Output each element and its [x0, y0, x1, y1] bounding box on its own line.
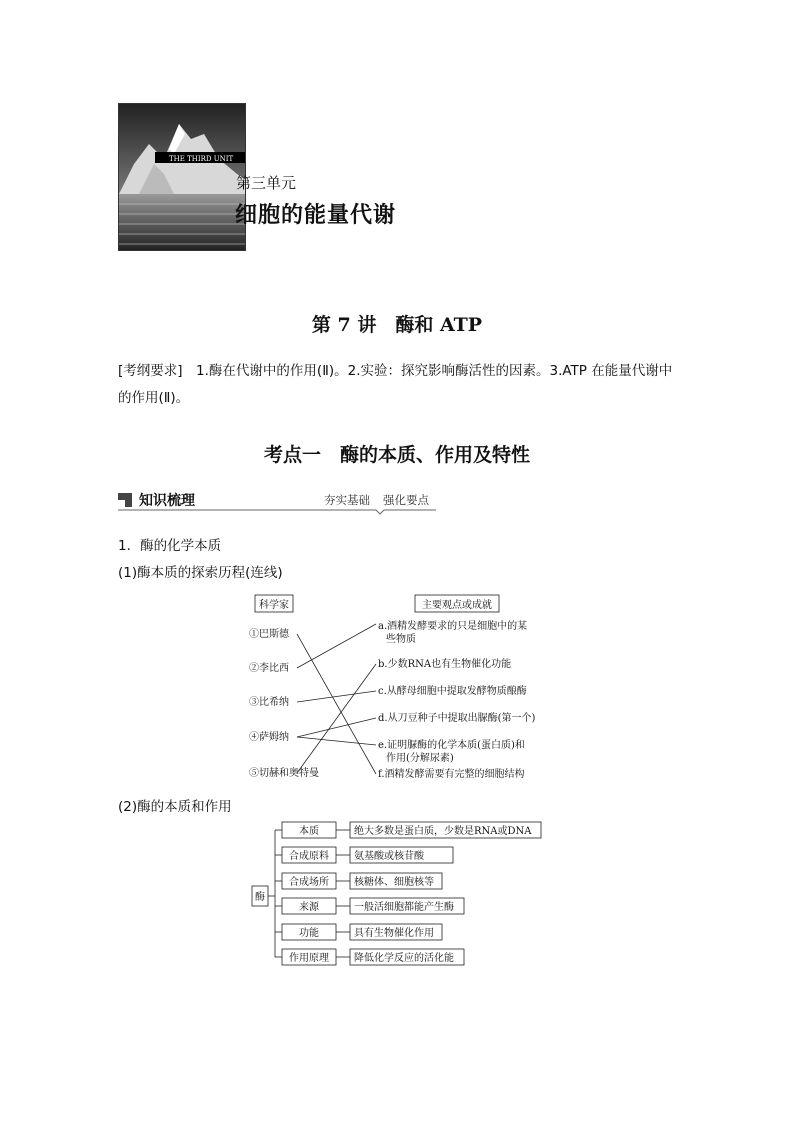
right-header: 主要观点或成就 — [422, 600, 492, 611]
kaodian-title: 考点一 酶的本质、作用及特性 — [263, 444, 530, 466]
tree-key: 合成场所 — [289, 877, 329, 888]
section-heading-1: 1．酶的化学本质 — [118, 538, 222, 554]
achievement-item: c.从酵母细胞中提取发酵物质酿酶 — [378, 686, 527, 697]
tree-key: 来源 — [299, 902, 319, 913]
exam-requirements — [118, 358, 683, 412]
knowledge-bar — [118, 488, 436, 516]
tree-key: 作用原理 — [289, 953, 329, 964]
unit-cover-image — [118, 103, 246, 251]
match-link-line — [297, 718, 376, 737]
tree-key: 本质 — [299, 826, 319, 837]
knowledge-bar-subtitle-a: 夯实基础 — [324, 493, 370, 507]
unit-label: 第三单元 — [236, 174, 297, 192]
matching-diagram — [245, 590, 565, 790]
requirements-text: 1.酶在代谢中的作用(Ⅱ)。2.实验：探究影响酶活性的因素。3.ATP 在能量代谢中的作用(Ⅱ)。 — [118, 363, 673, 406]
scientist-item: ①巴斯德 — [249, 629, 289, 640]
scientist-item: ②李比西 — [249, 663, 289, 674]
left-header: 科学家 — [259, 600, 289, 611]
tree-value: 核糖体、细胞核等 — [354, 877, 434, 888]
match-link-line — [297, 691, 376, 702]
sub-heading-1: (1)酶本质的探索历程(连线) — [118, 565, 283, 581]
tree-value: 氨基酸或核苷酸 — [354, 851, 424, 862]
lecture-title: 第 7 讲 酶和 ATP — [311, 314, 483, 336]
unit-banner-text: THE THIRD UNIT — [169, 155, 234, 163]
tree-root: 酶 — [255, 892, 265, 903]
enzyme-tree-diagram — [250, 818, 550, 970]
knowledge-bar-title: 知识梳理 — [139, 493, 195, 509]
achievement-item-cont: 些物质 — [386, 634, 416, 645]
tree-value: 降低化学反应的活化能 — [354, 953, 454, 964]
knowledge-bar-subtitle-b: 强化要点 — [383, 493, 429, 507]
unit-title: 细胞的能量代谢 — [235, 203, 397, 228]
tree-key: 功能 — [299, 928, 319, 939]
sub-heading-2: (2)酶的本质和作用 — [118, 799, 232, 815]
achievement-item: d.从刀豆种子中提取出脲酶(第一个) — [378, 713, 536, 724]
achievement-item: b.少数RNA也有生物催化功能 — [378, 659, 512, 670]
achievement-item: e.证明脲酶的化学本质(蛋白质)和 — [378, 740, 525, 751]
scientist-item: ⑤切赫和奥特曼 — [249, 768, 319, 779]
tree-value: 一般活细胞都能产生酶 — [354, 902, 454, 913]
match-link-line — [297, 737, 376, 745]
requirements-tag: [考纲要求] — [118, 363, 183, 379]
scientist-item: ④萨姆纳 — [249, 732, 289, 743]
tree-value: 绝大多数是蛋白质，少数是RNA或DNA — [354, 826, 532, 837]
match-link-line — [297, 624, 376, 668]
match-link-line — [297, 634, 376, 774]
achievement-item-cont: 作用(分解尿素) — [386, 753, 454, 764]
iceberg-illustration — [119, 104, 245, 250]
achievement-item: a.酒精发酵要求的只是细胞中的某 — [378, 621, 528, 632]
match-link-line — [297, 664, 376, 773]
scientist-item: ③比希纳 — [249, 697, 289, 708]
achievement-item: f.酒精发酵需要有完整的细胞结构 — [378, 769, 525, 780]
tree-value: 具有生物催化作用 — [354, 928, 434, 939]
tree-key: 合成原料 — [289, 851, 329, 862]
